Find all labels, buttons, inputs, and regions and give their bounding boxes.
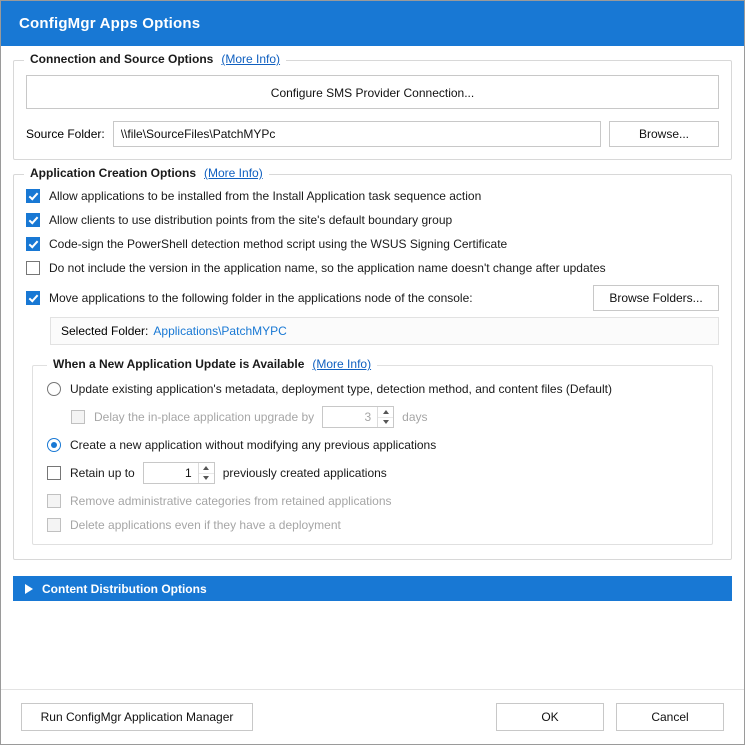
checkbox-label-no-version-in-name: Do not include the version in the application name, so the application name doesn't change after updates	[49, 261, 606, 275]
retain-count-input[interactable]	[144, 463, 198, 483]
retain-up-to-row[interactable]	[47, 462, 698, 484]
content-distribution-options-bar[interactable]	[13, 576, 732, 601]
application-creation-options-body	[14, 175, 731, 559]
app-creation-more-info-link[interactable]: (More Info)	[204, 166, 263, 180]
radio-row-create-new-application[interactable]	[47, 438, 698, 452]
selected-folder-value: Applications\PatchMYPC	[153, 324, 287, 338]
title-bar	[1, 1, 744, 46]
application-creation-options-group	[13, 166, 732, 560]
source-folder-row	[26, 121, 719, 147]
configure-sms-provider-connection-button[interactable]: Configure SMS Provider Connection...	[26, 75, 719, 109]
radio-update-existing-application[interactable]	[47, 382, 61, 396]
checkbox-row-code-sign-detection-script[interactable]	[26, 237, 719, 251]
content-distribution-options-label: Content Distribution Options	[42, 581, 207, 596]
application-creation-options-header	[24, 166, 269, 180]
checkbox-move-applications-folder[interactable]	[26, 291, 40, 305]
retain-count-decrement-button[interactable]	[199, 474, 214, 484]
new-application-update-header	[47, 357, 377, 371]
delay-upgrade-row[interactable]	[71, 406, 698, 428]
checkbox-remove-admin-categories[interactable]	[47, 494, 61, 508]
dialog-footer	[1, 689, 744, 744]
checkbox-row-install-application-task-sequence[interactable]	[26, 189, 719, 203]
application-creation-options-title: Application Creation Options	[30, 166, 197, 180]
connection-source-options-title: Connection and Source Options	[30, 52, 214, 66]
checkbox-delay-in-place-upgrade[interactable]	[71, 410, 85, 424]
retain-count-increment-button[interactable]	[199, 463, 214, 474]
expand-triangle-icon	[25, 584, 33, 594]
new-application-update-group	[32, 357, 713, 545]
source-folder-label: Source Folder:	[26, 127, 105, 141]
dialog-content	[1, 46, 744, 689]
cancel-button[interactable]: Cancel	[616, 703, 724, 731]
connection-source-options-group	[13, 52, 732, 160]
new-application-update-body	[33, 366, 712, 544]
delay-days-input[interactable]	[323, 407, 377, 427]
connection-source-options-header	[24, 52, 286, 66]
checkbox-row-delete-applications-with-deployment[interactable]	[47, 518, 698, 532]
retain-count-suffix-label: previously created applications	[222, 466, 387, 480]
checkbox-label-code-sign-detection-script: Code-sign the PowerShell detection method script using the WSUS Signing Certificate	[49, 237, 508, 251]
radio-label-update-existing-application: Update existing application's metadata, deployment type, detection method, and content files (Default)	[70, 382, 612, 396]
checkbox-no-version-in-name[interactable]	[26, 261, 40, 275]
checkbox-label-remove-admin-categories: Remove administrative categories from retained applications	[70, 494, 392, 508]
source-folder-browse-button[interactable]: Browse...	[609, 121, 719, 147]
checkbox-row-move-applications-folder[interactable]	[26, 285, 719, 311]
radio-label-create-new-application: Create a new application without modifying any previous applications	[70, 438, 437, 452]
checkbox-label-delay-in-place-upgrade: Delay the in-place application upgrade by	[94, 410, 315, 424]
delay-days-decrement-button[interactable]	[378, 418, 393, 428]
radio-row-update-existing-application[interactable]	[47, 382, 698, 396]
selected-folder-display	[50, 317, 719, 345]
checkbox-row-no-version-in-name[interactable]	[26, 261, 719, 275]
connection-more-info-link[interactable]: (More Info)	[221, 52, 281, 66]
checkbox-delete-applications-with-deployment[interactable]	[47, 518, 61, 532]
ok-button[interactable]: OK	[496, 703, 604, 731]
delay-days-increment-button[interactable]	[378, 407, 393, 418]
checkbox-label-move-applications-folder: Move applications to the following folder in the applications node of the console:	[49, 291, 473, 305]
run-configmgr-application-manager-button[interactable]: Run ConfigMgr Application Manager	[21, 703, 253, 731]
delay-days-suffix-label: days	[402, 410, 428, 424]
checkbox-default-boundary-group[interactable]	[26, 213, 40, 227]
checkbox-row-remove-admin-categories[interactable]	[47, 494, 698, 508]
delay-days-stepper[interactable]	[322, 406, 394, 428]
browse-folders-button[interactable]: Browse Folders...	[593, 285, 719, 311]
update-more-info-link[interactable]: (More Info)	[312, 357, 372, 371]
checkbox-row-default-boundary-group[interactable]	[26, 213, 719, 227]
window-title: ConfigMgr Apps Options	[19, 15, 201, 32]
checkbox-label-install-application-task-sequence: Allow applications to be installed from the Install Application task sequence action	[49, 189, 482, 203]
radio-create-new-application[interactable]	[47, 438, 61, 452]
checkbox-label-delete-applications-with-deployment: Delete applications even if they have a deployment	[70, 518, 341, 532]
retain-count-stepper[interactable]	[143, 462, 215, 484]
checkbox-label-default-boundary-group: Allow clients to use distribution points from the site's default boundary group	[49, 213, 453, 227]
connection-source-options-body	[14, 61, 731, 159]
new-application-update-title: When a New Application Update is Available	[53, 357, 305, 371]
checkbox-code-sign-detection-script[interactable]	[26, 237, 40, 251]
retain-count-stepper-buttons[interactable]	[198, 463, 214, 483]
source-folder-input[interactable]	[113, 121, 601, 147]
delay-days-stepper-buttons[interactable]	[377, 407, 393, 427]
checkbox-label-retain-up-to: Retain up to	[70, 466, 135, 480]
checkbox-retain-up-to[interactable]	[47, 466, 61, 480]
checkbox-install-application-task-sequence[interactable]	[26, 189, 40, 203]
selected-folder-label: Selected Folder:	[61, 324, 149, 338]
